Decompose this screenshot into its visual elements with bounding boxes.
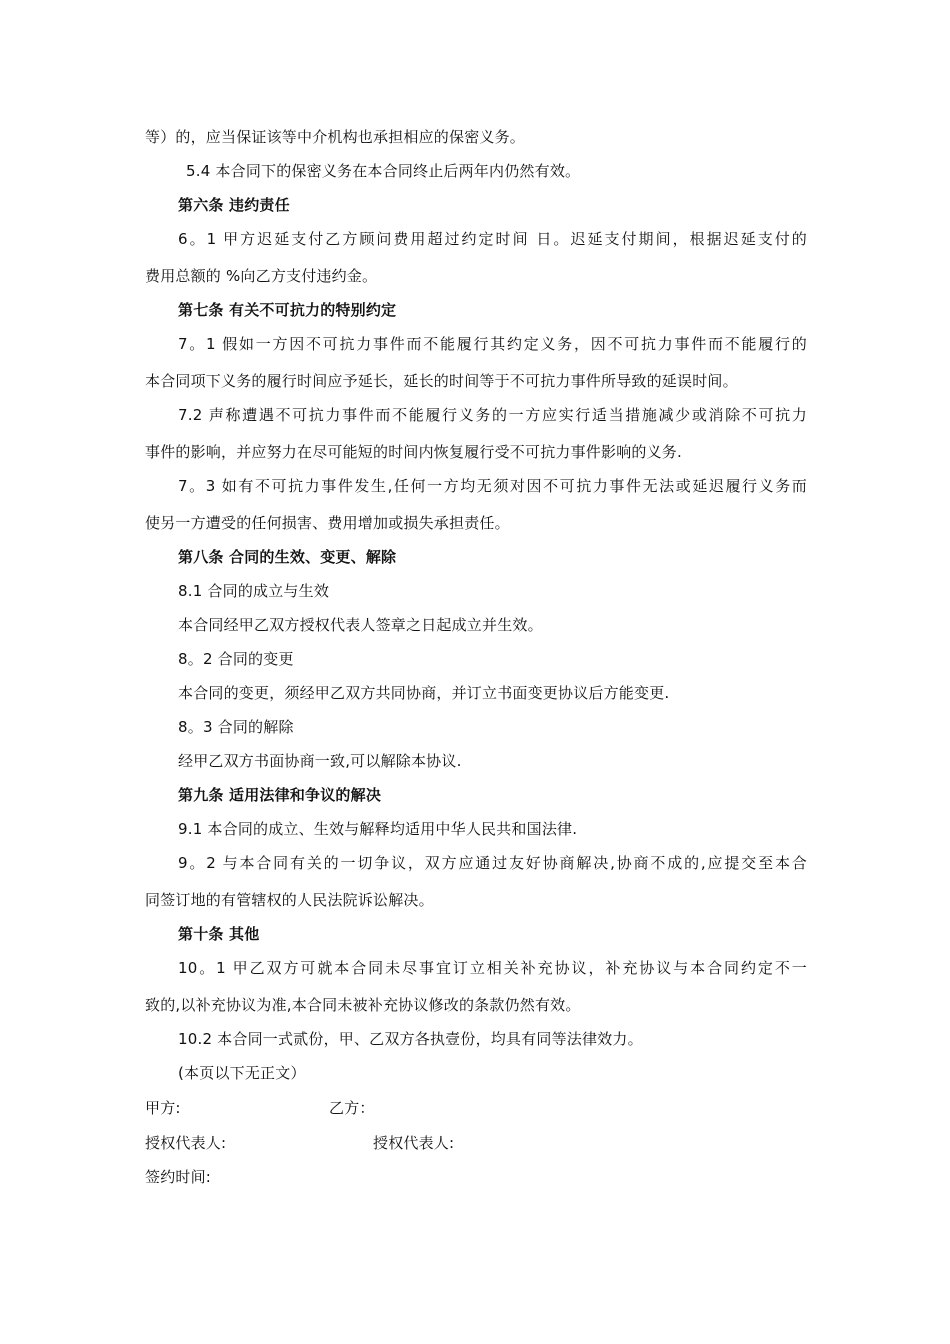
clause-10-1-cont: 致的,以补充协议为准,本合同未被补充协议修改的条款仍然有效。: [145, 996, 581, 1014]
clause-10-2: 10.2 本合同一式贰份，甲、乙双方各执壹份，均具有同等法律效力。: [178, 1030, 643, 1048]
clause-8-3: 8。3 合同的解除: [178, 718, 294, 736]
clause-6-1-cont: 费用总额的 %向乙方支付违约金。: [145, 267, 378, 285]
clause-7-2-cont: 事件的影响，并应努力在尽可能短的时间内恢复履行受不可抗力事件影响的义务.: [145, 443, 682, 461]
rep-a-label: 授权代表人:: [145, 1134, 227, 1152]
article-10-heading: 第十条 其他: [178, 925, 260, 943]
clause-7-1-cont: 本合同项下义务的履行时间应予延长，延长的时间等于不可抗力事件所导致的延误时间。: [145, 372, 738, 390]
clause-8-1: 8.1 合同的成立与生效: [178, 582, 330, 600]
sign-date-label: 签约时间:: [145, 1168, 212, 1186]
article-6-heading: 第六条 违约责任: [178, 196, 290, 214]
article-8-heading: 第八条 合同的生效、变更、解除: [178, 548, 397, 566]
clause-8-3-body: 经甲乙双方书面协商一致,可以解除本协议.: [178, 752, 462, 770]
clause-7-3: 7。3 如有不可抗力事件发生,任何一方均无须对因不可抗力事件无法或延迟履行义务而: [178, 477, 807, 495]
article-7-heading: 第七条 有关不可抗力的特别约定: [178, 301, 397, 319]
rep-b-label: 授权代表人:: [373, 1134, 455, 1152]
party-a-label: 甲方:: [145, 1099, 181, 1117]
clause-7-3-cont: 使另一方遭受的任何损害、费用增加或损失承担责任。: [145, 514, 510, 532]
end-of-text-note: (本页以下无正文）: [178, 1064, 306, 1082]
clause-7-1: 7。1 假如一方因不可抗力事件而不能履行其约定义务，因不可抗力事件而不能履行的: [178, 335, 807, 353]
clause-5-4: 5.4 本合同下的保密义务在本合同终止后两年内仍然有效。: [186, 162, 581, 180]
article-9-heading: 第九条 适用法律和争议的解决: [178, 786, 382, 804]
paragraph-line: 等）的，应当保证该等中介机构也承担相应的保密义务。: [145, 128, 526, 146]
clause-6-1: 6。1 甲方迟延支付乙方顾问费用超过约定时间 日。迟延支付期间，根据迟延支付的: [178, 230, 807, 248]
clause-8-2-body: 本合同的变更，须经甲乙双方共同协商，并订立书面变更协议后方能变更.: [178, 684, 670, 702]
clause-9-2-cont: 同签订地的有管辖权的人民法院诉讼解决。: [145, 891, 434, 909]
clause-7-2: 7.2 声称遭遇不可抗力事件而不能履行义务的一方应实行适当措施减少或消除不可抗力: [178, 406, 807, 424]
clause-9-2: 9。2 与本合同有关的一切争议，双方应通过友好协商解决,协商不成的,应提交至本合: [178, 854, 807, 872]
clause-8-1-body: 本合同经甲乙双方授权代表人签章之日起成立并生效。: [178, 616, 543, 634]
clause-9-1: 9.1 本合同的成立、生效与解释均适用中华人民共和国法律.: [178, 820, 578, 838]
party-b-label: 乙方：: [329, 1099, 375, 1117]
clause-10-1: 10。1 甲乙双方可就本合同未尽事宜订立相关补充协议，补充协议与本合同约定不一: [178, 959, 807, 977]
clause-8-2: 8。2 合同的变更: [178, 650, 294, 668]
